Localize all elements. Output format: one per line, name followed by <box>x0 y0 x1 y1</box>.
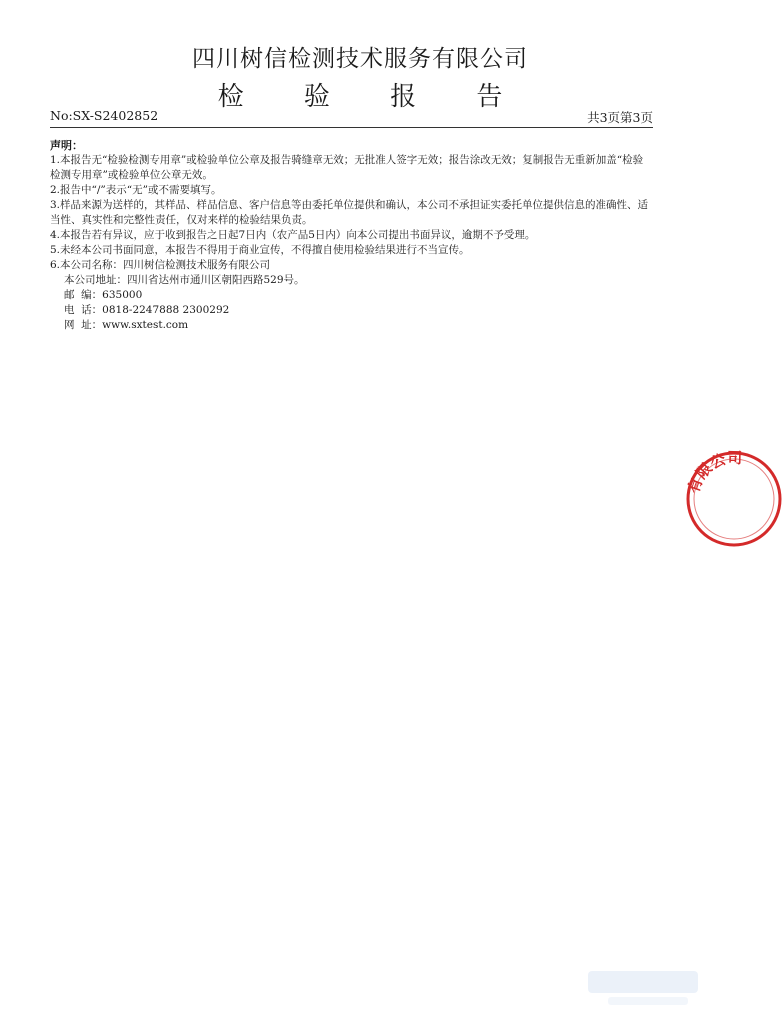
header-divider <box>50 127 653 128</box>
report-title: 检 验 报 告 <box>217 82 529 112</box>
company-phone: 电 话：0818-2247888 2300292 <box>64 304 230 316</box>
watermark-graphic <box>578 963 708 1013</box>
statement-item: 1.本报告无“检验检测专用章”或检验单位公章及报告骑缝章无效；无批准人签字无效；报告涂改无效；复制报告无重新加盖“检验检测专用章”或检验单位公章无效。 <box>50 154 644 181</box>
company-postcode: 邮 编：635000 <box>64 289 143 301</box>
statement-item: 4.本报告若有异议，应于收到报告之日起7日内（农产品5日内）向本公司提出书面异议，逾期不予受理。 <box>50 229 536 241</box>
statement-heading: 声明： <box>50 139 83 152</box>
company-name: 四川树信检测技术服务有限公司 <box>192 46 528 72</box>
report-number: No:SX-S2402852 <box>50 108 159 123</box>
statement-item: 2.报告中“/”表示“无”或不需要填写。 <box>50 184 222 196</box>
svg-text:有限公司: 有限公司 <box>684 449 743 496</box>
page-indicator: 共3页第3页 <box>587 110 653 125</box>
statement-section <box>50 138 653 333</box>
company-website: 网 址：www.sxtest.com <box>64 319 189 331</box>
company-seal <box>684 449 784 549</box>
statement-item: 6.本公司名称：四川树信检测技术服务有限公司 <box>50 259 271 271</box>
statement-item: 3.样品来源为送样的，其样品、样品信息、客户信息等由委托单位提供和确认，本公司不承担证实委托单位提供信息的准确性、适当性、真实性和完整性责任，仅对来样的检验结果负责。 <box>50 199 649 226</box>
statement-item: 5.未经本公司书面同意，本报告不得用于商业宣传，不得擅自使用检验结果进行不当宣传。 <box>50 244 470 256</box>
company-address: 本公司地址：四川省达州市通川区朝阳西路529号。 <box>64 274 305 286</box>
